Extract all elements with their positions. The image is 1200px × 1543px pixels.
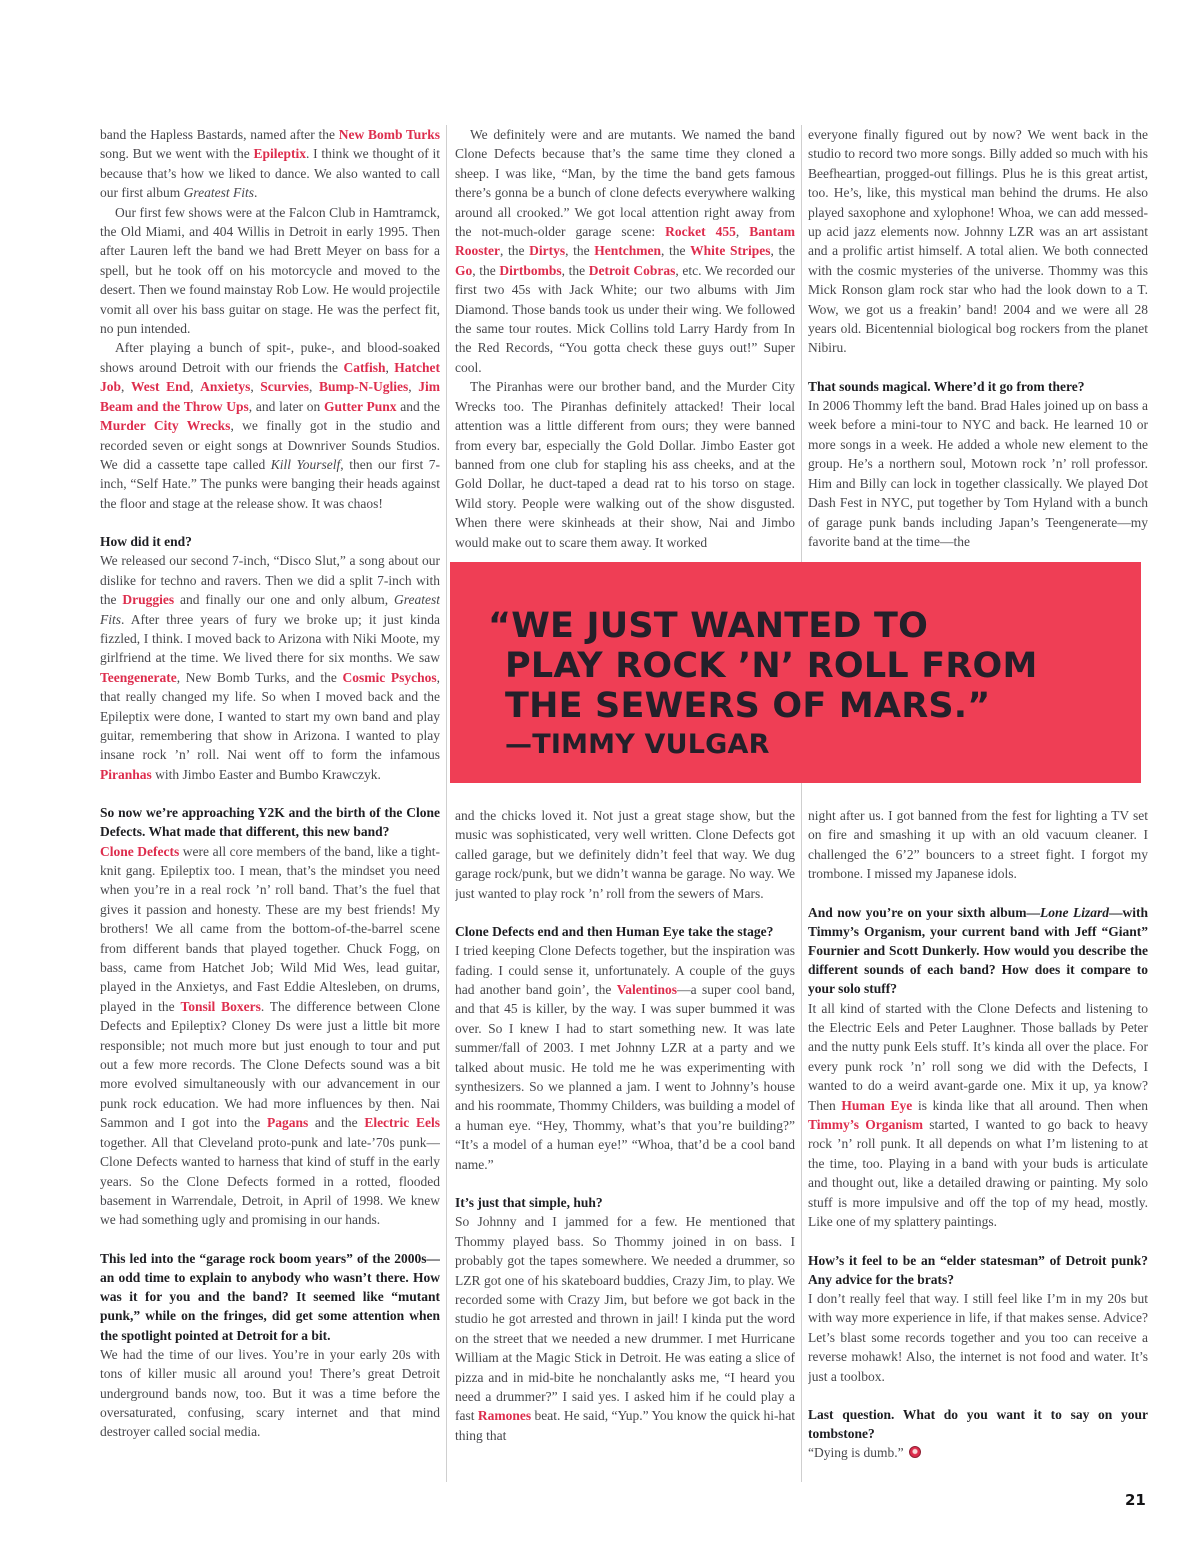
text-segment: So Johnny and I jammed for a few. He mentioned that Thommy played bass. So Thommy joined in on bass. I probably got the tapes somewhere. We needed a drummer, so LZR got one of his skateboard buddies, Crazy Jim, to play. We recorded some with Crazy Jim, but before we got back in the studio he got arrested and thrown in jail! I kinda put the word on the street that we needed a new drummer. I met Hurricane William at the Magic Stick in Detroit. He was eating a slice of pizza and in mid-bite he nonchalantly asks me, “I heard you need a drummer?” I said yes. I asked him if he could play a fast bbox=[455, 1214, 795, 1424]
body-paragraph bbox=[100, 1345, 440, 1442]
page-number: 21 bbox=[1125, 1491, 1146, 1509]
body-paragraph bbox=[100, 203, 440, 339]
text-segment: , the bbox=[770, 243, 795, 259]
band-name-highlight: Electric Eels bbox=[364, 1115, 440, 1131]
band-name-highlight: Bantam Rooster bbox=[455, 224, 795, 259]
text-segment: How’s it feel to be an “elder statesman” of Detroit punk? Any advice for the brats? bbox=[808, 1252, 1148, 1287]
text-segment: , bbox=[190, 379, 201, 395]
band-name-highlight: Teengenerate bbox=[100, 669, 177, 685]
text-segment: “Dying is dumb.” bbox=[808, 1445, 904, 1461]
band-name-highlight: Murder City Wrecks bbox=[100, 418, 231, 434]
text-segment: Clone Defects end and then Human Eye take the stage? bbox=[455, 924, 774, 940]
text-segment: After playing a bunch of spit-, puke-, and blood-soaked shows around Detroit with our friends the bbox=[100, 340, 440, 375]
article-column-1 bbox=[100, 125, 440, 1487]
article-column-3-bottom bbox=[808, 806, 1148, 1482]
body-paragraph bbox=[808, 125, 1148, 358]
pull-quote-box bbox=[450, 562, 1141, 783]
text-segment: and the bbox=[308, 1115, 365, 1131]
body-paragraph bbox=[100, 842, 440, 1230]
pull-quote-line: PLAY ROCK ’N’ ROLL FROM bbox=[505, 646, 1038, 686]
text-segment: It all kind of started with the Clone Defects and listening to the Electric Eels and Peter Laughner. Those ballads by Peter and the nutty punk Eels stuff. It’s kinda all over the place. For every punk rock ’n’ roll song we did with the Defects, I wanted to do a weird avant-garde one. Mix it up, ya know? Then bbox=[808, 1000, 1148, 1113]
text-segment: . I think we thought of it because that’s how we liked to dance. We also wanted to call our first album bbox=[100, 146, 440, 201]
interview-question bbox=[100, 532, 440, 551]
text-segment: , New Bomb Turks, and the bbox=[176, 669, 343, 685]
text-segment: The Piranhas were our brother band, and the Murder City Wrecks too. The Piranhas definitely attacked! Their local attention was a little different from ours; they were banned from every bar, especially the Gold Dollar. Jimbo Easter got banned from one club for stapling his ass cheeks, and at the Gold Dollar, he duct-taped a dead rat to his torso on stage. Wild story. People were walking out of the show disgusted. When there were skinheads at their show, Nai and Jimbo would make out to scare them away. It worked bbox=[455, 379, 795, 550]
text-segment: So now we’re approaching Y2K and the birth of the Clone Defects. What made that different, this new band? bbox=[100, 805, 440, 840]
text-segment: with Jimbo Easter and Bumbo Krawczyk. bbox=[151, 766, 381, 782]
pull-quote-line: “WE JUST WANTED TO bbox=[488, 606, 929, 646]
text-segment: , bbox=[309, 379, 320, 395]
body-paragraph bbox=[808, 1443, 1148, 1462]
band-name-highlight: Cosmic Psychos bbox=[342, 669, 437, 685]
interview-question bbox=[808, 1251, 1148, 1289]
text-segment: everyone finally figured out by now? We went back in the studio to record two more songs. Billy added so much with his Beefheartian, progged-out fillings. Plus he is this great artist, too. He’s, like, this mystical man behind the drums. He also played saxophone and xylophone! Whoa, we can add messed-up acid jazz elements now. Johnny LZR was an art assistant and a prolific artist himself. A total alien. We both connected with the cosmic mysteries of the universe. Thommy was this Mick Ronson glam rock star who had the look down to a T. Wow, we got us a freakin’ band! 2004 and we were all 28 years old. Bicentennial biological bog rockers from the planet Nibiru. bbox=[808, 127, 1148, 356]
body-paragraph bbox=[100, 551, 440, 784]
band-name-highlight: White Stripes bbox=[690, 243, 771, 259]
interview-question bbox=[808, 1405, 1148, 1443]
band-name-highlight: New Bomb Turks bbox=[338, 127, 440, 142]
end-mark-icon bbox=[909, 1446, 921, 1458]
band-name-highlight: Scurvies bbox=[260, 379, 310, 395]
text-segment: , that really changed my life. So when I moved back and the Epileptix were done, I wanted to start my own band and play guitar, remembering that show in Arizona. I wanted to play insane rock ’n’ roll. Nai went off to form the infamous bbox=[100, 669, 440, 763]
pull-quote-attribution: —TIMMY VULGAR bbox=[505, 729, 770, 760]
text-segment: . bbox=[254, 185, 258, 201]
band-name-highlight: Rocket 455 bbox=[665, 224, 736, 240]
text-segment: Our first few shows were at the Falcon Club in Hamtramck, the Old Miami, and 404 Willis in Detroit in early 1995. Then after Lauren left the band we had Brett Meyer on bass for a spell, but he took off on his motorcycle and moved to the desert. Then we found mainstay Rob Low. He would projectile vomit all over his bass guitar on stage. He was the perfect fit, no pun intended. bbox=[100, 204, 440, 337]
body-paragraph bbox=[455, 941, 795, 1174]
text-segment: —a super cool band, and that 45 is killer, by the way. I was super bummed it was over. So I knew I had to start something new. It was late summer/fall of 2003. I met Johnny LZR at a party and we talked about music. He told me he was experimenting with synthesizers. So we planned a jam. I went to Johnny’s house and his roommate, Thommy Childers, was building a model of a human eye. “Hey, Thommy, what’s that you’re building?” “It’s a model of a human eye!” “Whoa, that’d be a cool band name.” bbox=[455, 982, 795, 1172]
interview-question bbox=[100, 1249, 440, 1345]
band-name-highlight: Hatchet Job bbox=[100, 359, 440, 395]
band-name-highlight: Gutter Punx bbox=[324, 398, 397, 414]
band-name-highlight: Dirtys bbox=[529, 243, 566, 259]
text-segment: That sounds magical. Where’d it go from there? bbox=[808, 378, 1085, 394]
band-name-highlight: Go bbox=[455, 262, 473, 278]
text-segment: , bbox=[408, 379, 419, 395]
band-name-highlight: Anxietys bbox=[200, 379, 251, 395]
text-segment: In 2006 Thommy left the band. Brad Hales joined up on bass a week before a mini-tour to NYC and back. He learned 10 or more songs in a week. He added a whole new element to the group. He’s a northern soul, Motown rock ’n’ roll professor. Him and Billy can lock in together classically. We played Dot Dash Fest in NYC, put together by Tom Hyland with a bunch of garage punk bands including Japan’s Teengenerate—my favorite band at the time—the bbox=[808, 398, 1148, 549]
text-segment: . After three years of fury we broke up; it just kinda fizzled, I think. I moved back to Arizona with Niki Moote, my girlfriend at the time. We lived there for six months. We saw bbox=[100, 611, 440, 666]
column-rule bbox=[801, 125, 802, 1482]
article-column-2-bottom bbox=[455, 806, 795, 1482]
band-name-highlight: Jim Beam and the Throw Ups bbox=[100, 379, 440, 414]
band-name-highlight: Detroit Cobras bbox=[588, 262, 676, 278]
text-segment: , etc. We recorded our first two 45s with Jack White; our two albums with Jim Diamond. Those bands took us under their wing. We followed the same tour routes. Mick Collins told Larry Hardy from In the Red Records, “You gotta check these guys out!” Super cool. bbox=[455, 262, 795, 375]
text-segment: This led into the “garage rock boom years” of the 2000s—an odd time to explain to anybody who wasn’t there. How was it for you and the band? It seemed like “mutant punk,” while on the fringes, did get some attention when the spotlight pointed at Detroit for a bit. bbox=[100, 1250, 440, 1343]
text-segment: , the bbox=[472, 262, 500, 278]
body-paragraph bbox=[100, 338, 440, 513]
text-segment: , the bbox=[499, 243, 530, 259]
pull-quote-line: THE SEWERS OF MARS.” bbox=[505, 686, 991, 726]
text-segment: night after us. I got banned from the fest for lighting a TV set on fire and smashing it up with an old vacuum cleaner. I challenged the 6’2” bouncers to a street fight. I forgot my trombone. I missed my Japanese idols. bbox=[808, 808, 1148, 882]
interview-question bbox=[455, 1193, 795, 1212]
interview-question bbox=[808, 903, 1148, 999]
text-segment: started, I wanted to go back to heavy rock ’n’ roll punk. It all depends on what I’m listening to at the time, too. Playing in a band with your buds is articulate and thought out, like a detailed drawing or painting. My solo stuff is more impulsive and off the top of my head, mostly. Like one of my splattery paintings. bbox=[808, 1117, 1148, 1230]
article-column-2-top bbox=[455, 125, 795, 561]
interview-question bbox=[808, 377, 1148, 396]
text-segment: is kinda like that all around. Then when bbox=[912, 1097, 1148, 1113]
text-segment: , then our first 7-inch, “Self Hate.” The punks were banging their heads against the floor and stage at the release show. It was chaos! bbox=[100, 456, 440, 511]
text-segment: We released our second 7-inch, “Disco Slut,” a song about our dislike for techno and ravers. Then we did a split 7-inch with the bbox=[100, 553, 440, 608]
text-segment: , the bbox=[660, 243, 691, 259]
text-segment: , the bbox=[561, 262, 589, 278]
body-paragraph bbox=[808, 999, 1148, 1232]
band-name-highlight: Pagans bbox=[266, 1115, 309, 1131]
band-name-highlight: Epileptix bbox=[253, 146, 306, 162]
body-paragraph bbox=[455, 1212, 795, 1445]
band-name-highlight: Piranhas bbox=[100, 766, 152, 782]
body-paragraph bbox=[455, 377, 795, 552]
text-segment: , bbox=[121, 379, 131, 395]
body-paragraph bbox=[100, 125, 440, 203]
interview-question bbox=[455, 922, 795, 941]
band-name-highlight: Human Eye bbox=[841, 1097, 913, 1113]
text-segment: I don’t really feel that way. I still feel like I’m in my 20s but with way more experience in life, if that makes sense. Advice? Let’s blast some records together and you too can receive a reverse mohawk! Also, the internet is not food and water. It’s just a toolbox. bbox=[808, 1290, 1148, 1384]
body-paragraph bbox=[808, 1289, 1148, 1386]
italic-text: Lone Lizard bbox=[1039, 904, 1109, 920]
text-segment: How did it end? bbox=[100, 534, 192, 550]
text-segment: , and later on bbox=[248, 398, 325, 414]
body-paragraph bbox=[455, 806, 795, 903]
text-segment: We had the time of our lives. You’re in your early 20s with tons of killer music all around you! There’s great Detroit underground bands now, too. But it was a time before the oversaturated, confusing, scary internet and that mind destroyer called social media. bbox=[100, 1346, 440, 1440]
text-segment: band the Hapless Bastards, named after the bbox=[100, 127, 339, 142]
text-segment: It’s just that simple, huh? bbox=[455, 1195, 603, 1211]
band-name-highlight: Ramones bbox=[477, 1408, 532, 1424]
text-segment: and finally our one and only album, bbox=[174, 592, 394, 608]
text-segment: , we finally got in the studio and recorded seven or eight songs at Downriver Sounds Studios. We did a cassette tape called bbox=[100, 418, 440, 472]
text-segment: were all core members of the band, like a tight-knit gang. Epileptix too. I mean, that’s the mindset you need when you’re in a real rock ’n’ roll band. That’s the fuel that gives it passion and honesty. These are my best friends! My brothers! We all came from the bottom-of-the-barrel scene from different bands that played together. Chuck Fogg, on bass, came from Hatchet Job; Wild Mid Wes, lead guitar, played in the Anxietys, and Fast Eddie Altesleben, on drums, played in the bbox=[100, 843, 440, 1014]
band-name-highlight: Catfish bbox=[343, 359, 386, 375]
text-segment: , bbox=[250, 379, 261, 395]
italic-text: Greatest Fits bbox=[100, 592, 440, 627]
band-name-highlight: Valentinos bbox=[616, 982, 678, 998]
text-segment: I tried keeping Clone Defects together, but the inspiration was fading. I could sense it, unfortunately. A couple of the guys had another band goin’, the bbox=[455, 943, 795, 998]
band-name-highlight: Bump-N-Uglies bbox=[319, 379, 409, 395]
text-segment: . The difference between Clone Defects and Epileptix? Cloney Ds were just a little bit more responsible; not much more but just enough to tour and put out a few more records. The Clone Defects sound was a bit more evolved simultaneously with our advancement in our punk rock education. We had more influences by then. Nai Sammon and I got into the bbox=[100, 998, 440, 1131]
text-segment: and the bbox=[396, 398, 440, 414]
band-name-highlight: Hentchmen bbox=[594, 243, 661, 259]
italic-text: Kill Yourself bbox=[270, 456, 341, 472]
text-segment: , bbox=[735, 224, 750, 240]
text-segment: and the chicks loved it. Not just a great stage show, but the music was sophisticated, very well written. Clone Defects got called garage, but we definitely didn’t feel that way. We dug garage rock/punk, but we didn’t wanna be garage. No way. We just wanted to play rock ’n’ roll from the sewers of Mars. bbox=[455, 808, 795, 901]
interview-question bbox=[100, 803, 440, 841]
band-name-highlight: West End bbox=[130, 379, 191, 395]
text-segment: song. But we went with the bbox=[100, 146, 254, 162]
text-segment: —with Timmy’s Organism, your current band with Jeff “Giant” Fournier and Scott Dunkerly. How would you describe the different sounds of each band? How does it compare to your solo stuff? bbox=[808, 904, 1148, 997]
article-column-3-top bbox=[808, 125, 1148, 561]
italic-text: Greatest Fits bbox=[183, 185, 254, 201]
band-name-highlight: Dirtbombs bbox=[499, 262, 562, 278]
text-segment: together. All that Cleveland proto-punk and late-’70s punk—Clone Defects wanted to harness that kind of stuff in the early years. So the Clone Defects formed in a rotted, flooded basement in Warrendale, Detroit, in April of 1998. We knew we had something ugly and promising in our hands. bbox=[100, 1134, 440, 1228]
band-name-highlight: Timmy’s Organism bbox=[808, 1117, 923, 1133]
band-name-highlight: Druggies bbox=[122, 592, 175, 608]
column-rule bbox=[446, 125, 447, 1482]
text-segment: We definitely were and are mutants. We named the band Clone Defects because that’s the same time they cloned a sheep. I was like, “Man, by the time the band gets famous there’s gonna be a bunch of clone defects everywhere walking around all crooked.” We got local attention right away from the not-much-older garage scene: bbox=[455, 127, 795, 240]
text-segment: And now you’re on your sixth album— bbox=[808, 904, 1040, 920]
text-segment: , bbox=[385, 359, 395, 375]
band-name-highlight: Clone Defects bbox=[100, 843, 180, 859]
body-paragraph bbox=[455, 125, 795, 377]
band-name-highlight: Tonsil Boxers bbox=[180, 998, 261, 1014]
body-paragraph bbox=[808, 806, 1148, 884]
body-paragraph bbox=[808, 396, 1148, 551]
text-segment: Last question. What do you want it to say on your tombstone? bbox=[808, 1406, 1148, 1442]
text-segment: , the bbox=[565, 243, 595, 259]
text-segment: beat. He said, “Yup.” You know the quick hi-hat thing that bbox=[455, 1408, 795, 1443]
